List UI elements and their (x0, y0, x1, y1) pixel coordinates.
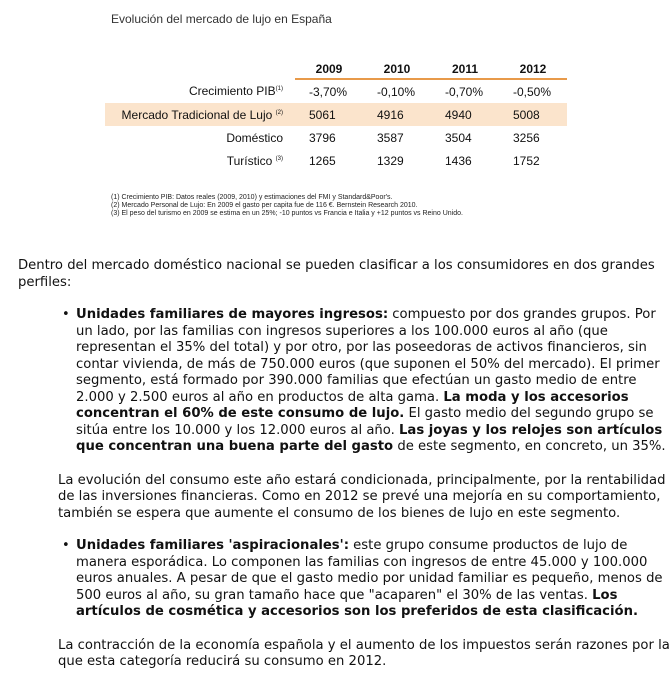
col-header-2012: 2012 (499, 60, 567, 79)
table-cell: 3256 (513, 130, 540, 145)
luxury-market-table (105, 60, 567, 172)
table-row-turistico (105, 149, 567, 172)
table-cell: 3504 (445, 130, 472, 145)
bullet-icon: • (62, 538, 70, 553)
list-item-mayores-ingresos: • Unidades familiares de mayores ingresos: compuesto por dos grandes grupos. Por un lado, por las familias con ingresos superiores a los 100.000 euros al año (que representan el 35% del total) y por otro, por las poseedoras de activos financieros, sin contar vivienda, de más de 750.000 euros (que suponen el 50% del mercado). El primer segmento, está formado por 390.000 familias que efectúan un gasto medio de entre 2.000 y 2.500 euros al año en productos de alta gama. La moda y los accesorios concentran el 60% de este consumo de lujo. El gasto medio del segundo grupo se sitúa entre los 10.000 y los 12.000 euros al año. Las joyas y los relojes son artículos que concentran una buena parte del gasto de este segmento, en concreto, un 35%. (62, 307, 666, 454)
row-label: Turístico $^{(3)}$ (226, 153, 283, 168)
footnote-3: (3) El peso del turismo en 2009 se estima en un 25%; -10 puntos vs Francia e Italia y +12 puntos vs Reino Unido. (111, 210, 463, 217)
table-cell: 3587 (377, 130, 404, 145)
row-label: Crecimiento PIB$^{(1)}$ (188, 84, 283, 98)
col-header-2010: 2010 (363, 60, 431, 79)
table-cell: -0,10% (377, 84, 416, 99)
table-cell: 1265 (309, 153, 336, 168)
profile-list-2 (18, 538, 670, 621)
table-header-row (105, 60, 567, 79)
profile-list-1 (18, 307, 670, 456)
table-cell: 5008 (499, 103, 567, 126)
table-row-domestico (105, 126, 567, 149)
table-row-pib (105, 79, 567, 103)
table-cell: 4940 (431, 103, 499, 126)
table-footnotes (111, 194, 463, 218)
list-item-aspiracionales: • Unidades familiares 'aspiracionales': este grupo consume productos de lujo de manera esporádica. Lo componen las familias con ingresos de entre 45.000 y 100.000 euros anuales. A pesar de que el gasto medio por unidad familiar es pequeño, menos de 500 euros al año, su gran tamaño hace que "acaparen" el 30% de las ventas. Los artículos de cosmética y accesorios son los preferidos de esta clasificación. (62, 538, 663, 619)
table-cell: 4916 (363, 103, 431, 126)
table-cell: -3,70% (309, 84, 348, 99)
table-cell: 1436 (445, 153, 472, 168)
middle-paragraph: La evolución del consumo este año estará condicionada, principalmente, por la rentabilidad de las inversiones financieras. Como en 2012 se prevé una mejoría en su comportamiento, también se espera que aumente el consumo de los bienes de lujo en este segmento. (58, 472, 666, 521)
bullet-icon: • (62, 307, 70, 322)
table-cell: -0,70% (445, 84, 484, 99)
col-header-2011: 2011 (431, 60, 499, 79)
col-header-2009: 2009 (295, 60, 363, 79)
table-cell: 1329 (377, 153, 404, 168)
row-label: Doméstico (226, 130, 283, 145)
intro-paragraph: Dentro del mercado doméstico nacional se pueden clasificar a los consumidores en dos grandes perfiles: (18, 258, 655, 290)
table-cell: 5061 (295, 103, 363, 126)
article-body (18, 258, 670, 671)
table-cell: 3796 (309, 130, 336, 145)
footnote-2: (2) Mercado Personal de Lujo: En 2009 el gasto per capita fue de 116 €. Bernstein Research 2010. (111, 202, 418, 209)
figure-title: Evolución del mercado de lujo en España (111, 12, 332, 26)
footnote-1: (1) Crecimiento PIB: Datos reales (2009, 2010) y estimaciones del FMI y Standard&Poor's. (111, 194, 393, 201)
table-row-mercado-tradicional (105, 103, 567, 126)
table-cell: -0,50% (513, 84, 552, 99)
luxury-market-figure (0, 0, 670, 240)
row-label: Mercado Tradicional de Lujo $^{(2)}$ (105, 103, 295, 126)
closing-paragraph: La contracción de la economía española y el aumento de los impuestos serán razones por la que esta categoría reducirá su consumo en 2012. (58, 637, 670, 669)
table-cell: 1752 (513, 153, 540, 168)
